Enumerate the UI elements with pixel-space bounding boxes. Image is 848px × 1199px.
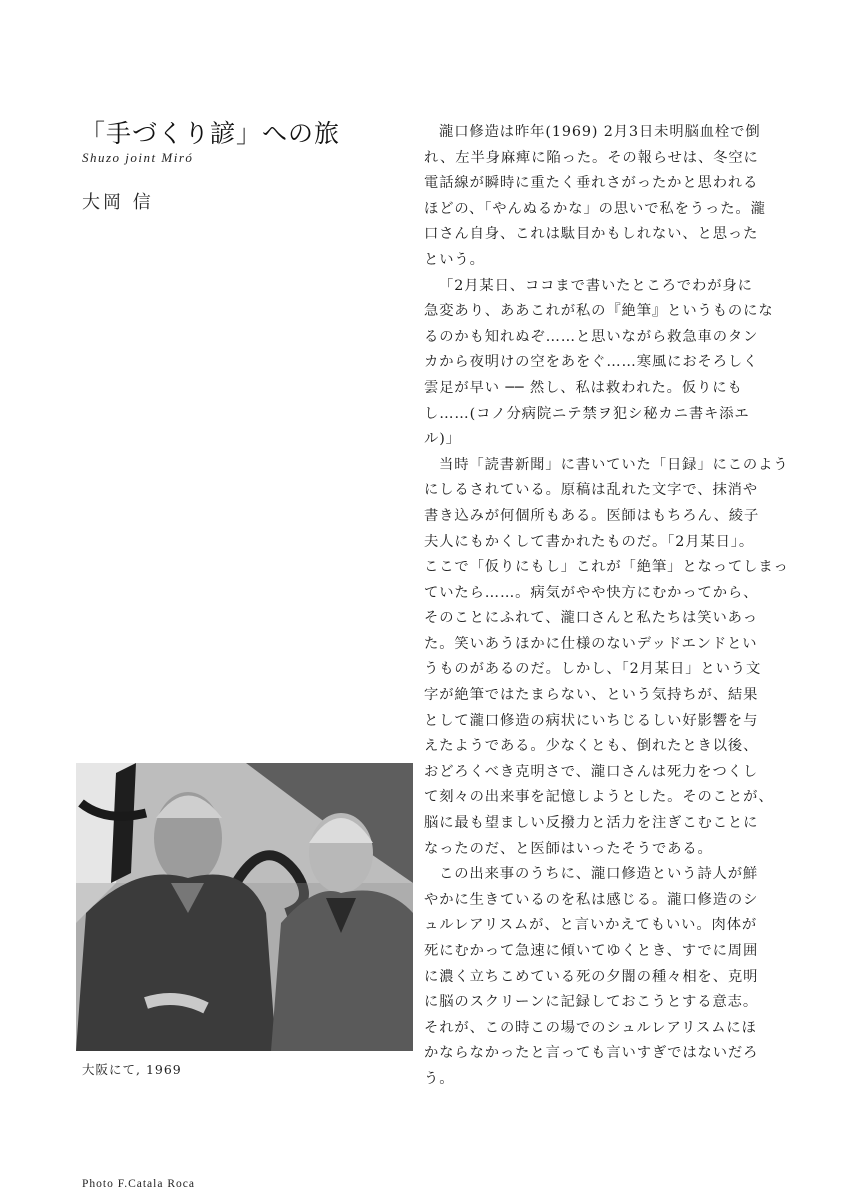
text-line: 雲足が早い ── 然し、私は救われた。仮りにも bbox=[424, 379, 743, 396]
text-line: ていたら……。病気がやや快方にむかってから、 bbox=[424, 584, 759, 601]
text-line: 夫人にもかくして書かれたものだ。「2月某日」。 bbox=[424, 533, 755, 550]
text-line: るのかも知れぬぞ……と思いながら救急車のタン bbox=[424, 328, 759, 345]
photo-caption: 大阪にて, 1969 bbox=[82, 1062, 182, 1077]
text-line: 字が絶筆ではたまらない、という気持ちが、結果 bbox=[424, 687, 759, 704]
text-line: という。 bbox=[424, 251, 485, 268]
text-line: 「2月某日、ココまで書いたところでわが身に bbox=[439, 277, 753, 294]
text-line: ュルレアリスムが、と言いかえてもいい。肉体が bbox=[424, 917, 758, 934]
text-line: おどろくべき克明さで、瀧口さんは死力をつくし bbox=[424, 763, 759, 780]
portrait-photo bbox=[76, 763, 413, 1051]
text-line: ル)」 bbox=[424, 431, 461, 448]
text-line: それが、この時この場でのシュルレアリスムにほ bbox=[424, 1019, 757, 1036]
paragraph-1 bbox=[424, 120, 778, 274]
text-line: この出来事のうちに、瀧口修造という詩人が鮮 bbox=[439, 866, 759, 883]
text-line: て刻々の出来事を記憶しようとした。そのことが、 bbox=[424, 789, 774, 806]
text-line: なったのだ、と医師はいったそうである。 bbox=[424, 840, 713, 857]
text-line: やかに生きているのを私は感じる。瀧口修造のシ bbox=[424, 891, 759, 908]
photo-illustration bbox=[76, 763, 413, 1051]
text-line: かならなかったと言っても言いすぎではないだろ bbox=[424, 1045, 759, 1062]
text-line: に濃く立ちこめている死の夕闇の種々相を、克明 bbox=[424, 968, 759, 985]
text-line: えたようである。少なくとも、倒れたとき以後、 bbox=[424, 738, 759, 755]
text-line: し……(コノ分病院ニテ禁ヲ犯シ秘カニ書キ添エ bbox=[424, 405, 750, 422]
article-subtitle: Shuzo joint Miró bbox=[82, 150, 194, 165]
text-line: 当時「読書新聞」に書いていた「日録」にこのよう bbox=[439, 456, 789, 473]
text-line: カから夜明けの空をあをぐ……寒風におそろしく bbox=[424, 354, 759, 371]
text-line: 口さん自身、これは駄目かもしれない、と思った bbox=[424, 226, 759, 243]
text-line: 急変あり、ああこれが私の『絶筆』というものにな bbox=[424, 303, 774, 320]
text-line: ここで「仮りにもし」これが「絶筆」となってしまっ bbox=[424, 559, 789, 576]
paragraph-3 bbox=[424, 453, 789, 863]
text-line: 瀧口修造は昨年(1969) 2月3日未明脳血栓で倒 bbox=[439, 124, 761, 140]
photo-credit: Photo F.Catala Roca bbox=[82, 1178, 195, 1190]
text-line: うものがあるのだ。しかし、「2月某日」という文 bbox=[424, 661, 762, 678]
text-line: として瀧口修造の病状にいちじるしい好影響を与 bbox=[424, 712, 759, 729]
paragraph-2 bbox=[424, 274, 778, 453]
text-line: 死にむかって急速に傾いてゆくとき、すでに周囲 bbox=[424, 943, 759, 959]
text-line: にしるされている。原稿は乱れた文字で、抹消や bbox=[424, 482, 759, 499]
text-line: に脳のスクリーンに記録しておこうとする意志。 bbox=[424, 994, 759, 1011]
article-body bbox=[424, 120, 789, 1093]
text-line: そのことにふれて、瀧口さんと私たちは笑いあっ bbox=[424, 610, 758, 627]
paragraph-4 bbox=[424, 862, 778, 1092]
text-line: た。笑いあうほかに仕様のないデッドエンドとい bbox=[424, 635, 758, 652]
author-name: 大岡 信 bbox=[82, 192, 154, 213]
article-title: 「手づくり諺」への旅 bbox=[80, 119, 341, 148]
text-line: 脳に最も望ましい反撥力と活力を注ぎこむことに bbox=[424, 815, 759, 832]
text-line: 書き込みが何個所もある。医師はもちろん、綾子 bbox=[424, 507, 760, 524]
text-line: ほどの、「やんぬるかな」の思いで私をうった。瀧 bbox=[424, 200, 766, 217]
text-line: れ、左半身麻痺に陥った。その報らせは、冬空に bbox=[424, 149, 759, 166]
text-line: 電話線が瞬時に重たく垂れさがったかと思われる bbox=[424, 175, 759, 192]
text-line: う。 bbox=[424, 1070, 455, 1087]
